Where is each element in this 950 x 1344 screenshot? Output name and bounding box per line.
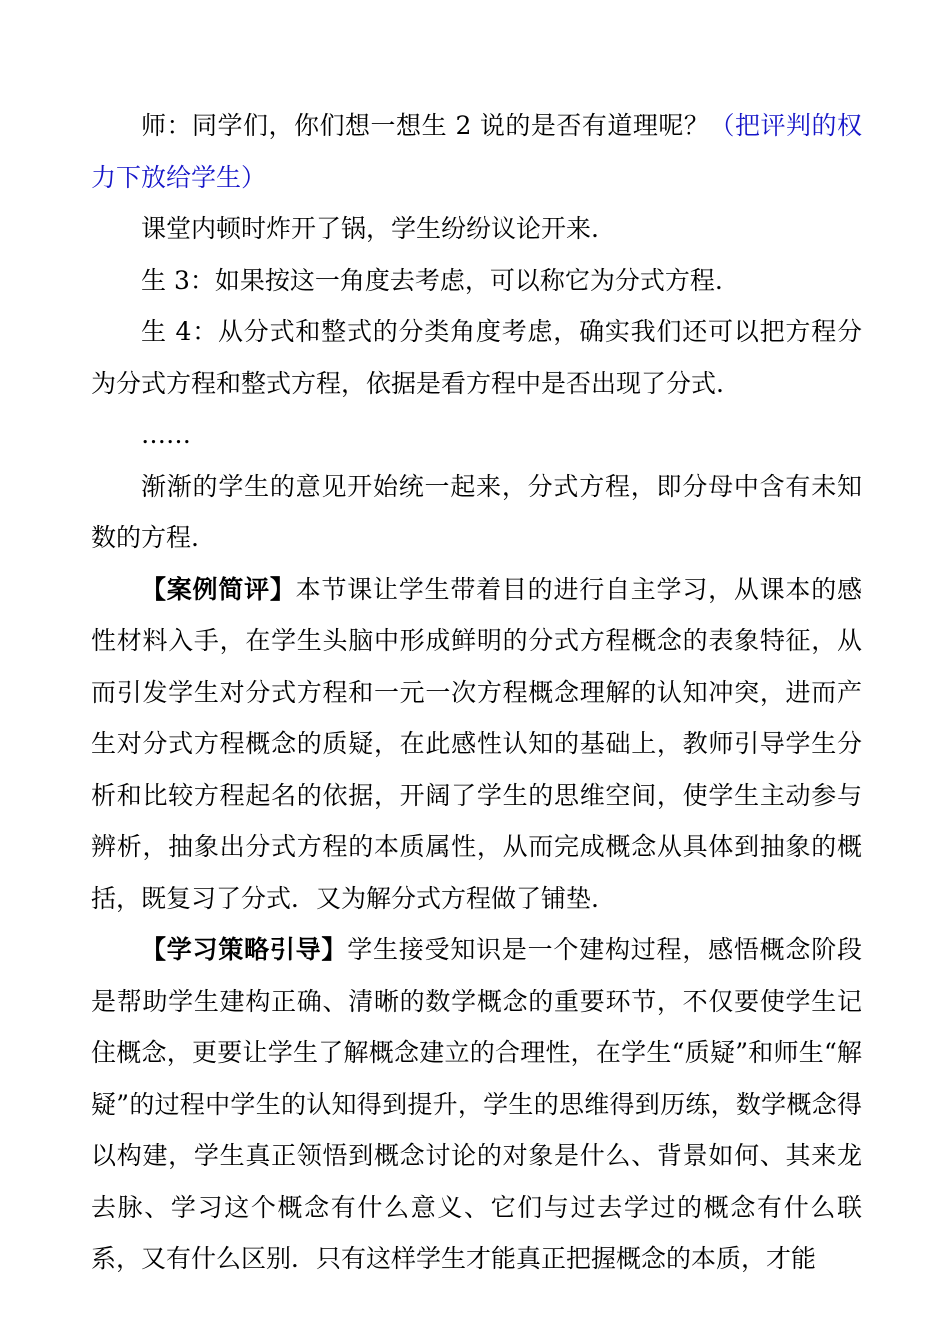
paragraph-strategy-guide (91, 924, 862, 1285)
paragraph-case-review (91, 564, 862, 925)
paragraph-student-3: 生 3：如果按这一角度去考虑，可以称它为分式方程. (141, 265, 723, 295)
ellipsis: …… (141, 420, 191, 449)
paragraph-student-4: 生 4：从分式和整式的分类角度考虑，确实我们还可以把方程分为分式方程和整式方程，依据是看方程中是否出现了分式. (91, 317, 862, 398)
paragraph-teacher-question (91, 100, 862, 203)
strategy-guide-label: 【学习策略引导】 (141, 935, 348, 964)
strategy-guide-text: 学生接受知识是一个建构过程，感悟概念阶段是帮助学生建构正确、清晰的数学概念的重要环节，不仅要使学生记住概念，更要让学生了解概念建立的合理性，在学生“质疑”和师生“解疑”的过程中学生的认知得到提升，学生的思维得到历练，数学概念得以构建，学生真正领悟到概念讨论的对象是什么、背景如何、其来龙去脉、学习这个概念有什么意义、它们与过去学过的概念有什么联系，又有什么区别．只有这样学生才能真正把握概念的本质，才能 (91, 935, 862, 1273)
paragraph-class-discussion: 课堂内顿时炸开了锅，学生纷纷议论开来. (141, 214, 599, 243)
teacher-question-text: 师：同学们，你们想一想生 2 说的是否有道理呢？ (141, 111, 710, 140)
case-review-label: 【案例简评】 (141, 574, 296, 604)
teacher-question-note: （把评判的权力下放给学生） (91, 111, 862, 192)
paragraph-consensus: 渐渐的学生的意见开始统一起来，分式方程，即分母中含有未知数的方程. (91, 471, 862, 552)
case-review-text: 本节课让学生带着目的进行自主学习，从课本的感性材料入手，在学生头脑中形成鲜明的分式方程概念的表象特征，从而引发学生对分式方程和一元一次方程概念理解的认知冲突，进而产生对分式方程概念的质疑，在此感性认知的基础上，教师引导学生分析和比较方程起名的依据，开阔了学生的思维空间，使学生主动参与辨析，抽象出分式方程的本质属性，从而完成概念从具体到抽象的概括，既复习了分式．又为解分式方程做了铺垫. (91, 574, 862, 913)
